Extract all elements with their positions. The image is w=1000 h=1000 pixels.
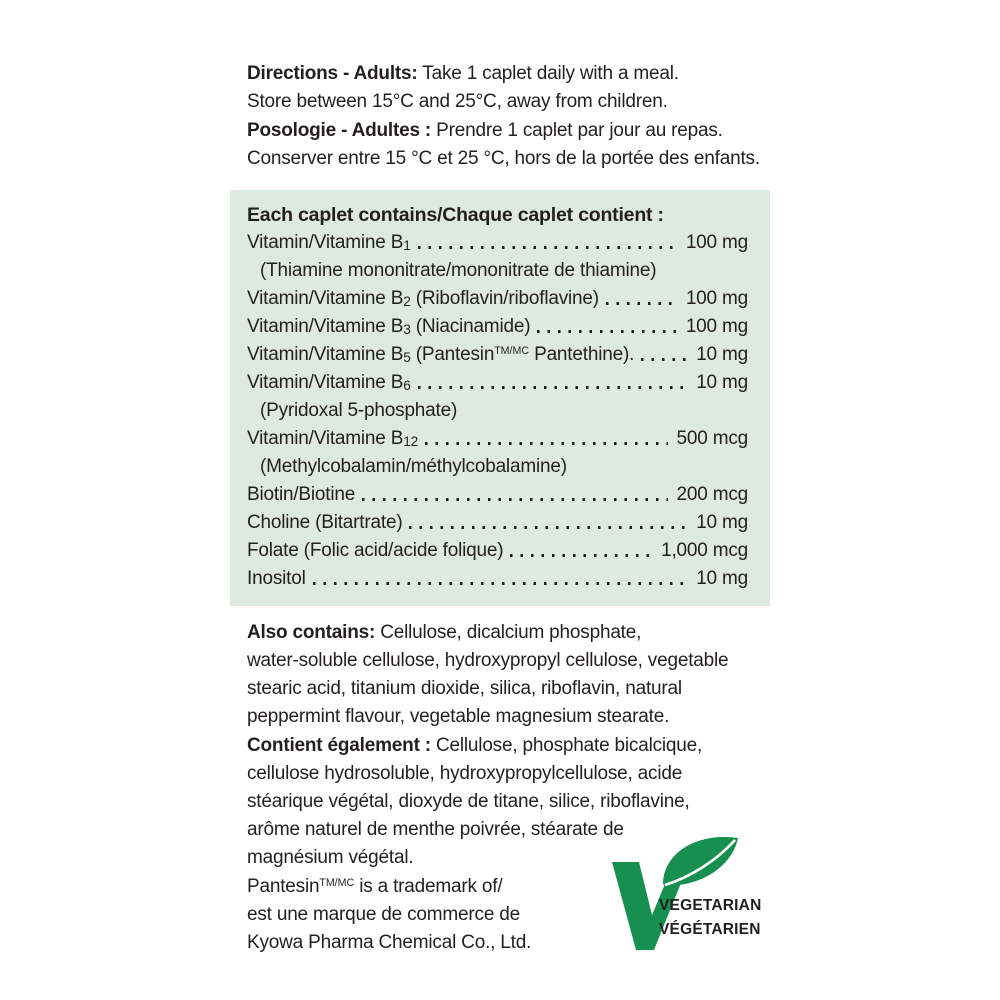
ingredient-amount: 100 mg bbox=[685, 288, 748, 309]
directions-fr: Posologie - Adultes : Prendre 1 caplet par jour au repas. Conserver entre 15 °C et 25 °C, hors de la portée des enfants. bbox=[247, 120, 760, 169]
vegetarian-wordmark bbox=[659, 894, 761, 942]
dot-leader bbox=[510, 554, 652, 557]
ingredient-note: (Pyridoxal 5-phosphate) bbox=[260, 400, 458, 421]
dot-leader bbox=[313, 582, 688, 585]
leaf-shape bbox=[663, 837, 738, 886]
ingredient-amount: 500 mcg bbox=[676, 428, 748, 449]
directions-en: Directions - Adults: Take 1 caplet daily with a meal. Store between 15°C and 25°C, away from children. bbox=[247, 63, 679, 112]
vegetarian-text-fr: VÉGÉTARIEN bbox=[659, 921, 761, 938]
ingredient-name: Folate (Folic acid/acide folique) bbox=[247, 540, 504, 561]
ingredient-name: Vitamin/Vitamine $B_2$ (Riboflavin/riboflavine) bbox=[247, 288, 599, 309]
ingredient-amount: 100 mg bbox=[685, 316, 748, 337]
ingredient-amount: 200 mcg bbox=[676, 484, 748, 505]
ingredients-panel bbox=[230, 190, 770, 606]
vegetarian-text-en: VEGETARIAN bbox=[659, 897, 762, 914]
dot-leader bbox=[418, 246, 677, 249]
also-contains-fr: Contient également : Cellulose, phosphate bicalcique, cellulose hydrosoluble, hydroxypropylcellulose, acide stéarique végétal, dioxyde de titane, silice, riboflavine, arôme naturel de menthe poivrée, stéarate de magnésium végétal. bbox=[247, 735, 703, 868]
ingredients-rows bbox=[247, 229, 748, 593]
label-text-column bbox=[230, 60, 770, 957]
dot-leader bbox=[641, 358, 687, 361]
dot-leader bbox=[425, 442, 667, 445]
ingredient-name: Vitamin/Vitamine $B_5$ (Pantesin$^{TM/MC}$ Pantethine). bbox=[247, 344, 635, 365]
ingredient-row bbox=[247, 285, 748, 313]
ingredient-name: Biotin/Biotine bbox=[247, 484, 356, 505]
ingredient-row bbox=[247, 509, 748, 537]
ingredient-row bbox=[247, 313, 748, 341]
ingredients-heading: Each caplet contains/Chaque caplet contient : bbox=[247, 204, 664, 226]
ingredient-name: Vitamin/Vitamine $B_1$ bbox=[247, 232, 411, 253]
dot-leader bbox=[418, 386, 688, 389]
ingredient-note: (Thiamine mononitrate/mononitrate de thiamine) bbox=[260, 260, 657, 281]
ingredient-name: Inositol bbox=[247, 568, 306, 589]
para-lead: Posologie - Adultes : bbox=[247, 120, 432, 141]
ingredient-row bbox=[247, 341, 748, 369]
ingredient-row bbox=[247, 537, 748, 565]
ingredient-amount: 10 mg bbox=[696, 344, 748, 365]
also-contains-en: Also contains: Cellulose, dicalcium phosphate, water-soluble cellulose, hydroxypropyl cellulose, vegetable stearic acid, titanium dioxide, silica, riboflavin, natural peppermint flavour, vegetable magnesium stearate. bbox=[247, 622, 729, 727]
para-lead: Contient également : bbox=[247, 735, 431, 756]
ingredient-name: Choline (Bitartrate) bbox=[247, 512, 403, 533]
dot-leader bbox=[537, 330, 676, 333]
trademark-note: Pantesin$^{TM/MC}$ is a trademark of/ est une marque de commerce de Kyowa Pharma Chemical Co., Ltd. bbox=[247, 876, 532, 953]
ingredient-row bbox=[247, 565, 748, 593]
vegetarian-logo bbox=[605, 827, 785, 962]
ingredient-row bbox=[247, 369, 748, 397]
para-lead: Also contains: bbox=[247, 622, 376, 643]
ingredient-row bbox=[247, 481, 748, 509]
dot-leader bbox=[409, 526, 687, 529]
ingredient-row bbox=[247, 229, 748, 257]
ingredient-row bbox=[247, 425, 748, 453]
ingredient-name: Vitamin/Vitamine $B_{12}$ bbox=[247, 428, 419, 449]
ingredient-amount: 10 mg bbox=[696, 372, 748, 393]
dot-leader bbox=[362, 498, 667, 501]
dot-leader bbox=[606, 302, 677, 305]
ingredient-name: Vitamin/Vitamine $B_3$ (Niacinamide) bbox=[247, 316, 531, 337]
ingredient-amount: 100 mg bbox=[685, 232, 748, 253]
ingredient-amount: 10 mg bbox=[696, 568, 748, 589]
ingredient-note: (Methylcobalamin/méthylcobalamine) bbox=[260, 456, 567, 477]
para-lead: Directions - Adults: bbox=[247, 63, 418, 84]
ingredient-name: Vitamin/Vitamine $B_6$ bbox=[247, 372, 411, 393]
ingredient-amount: 1,000 mcg bbox=[661, 540, 748, 561]
ingredient-amount: 10 mg bbox=[696, 512, 748, 533]
